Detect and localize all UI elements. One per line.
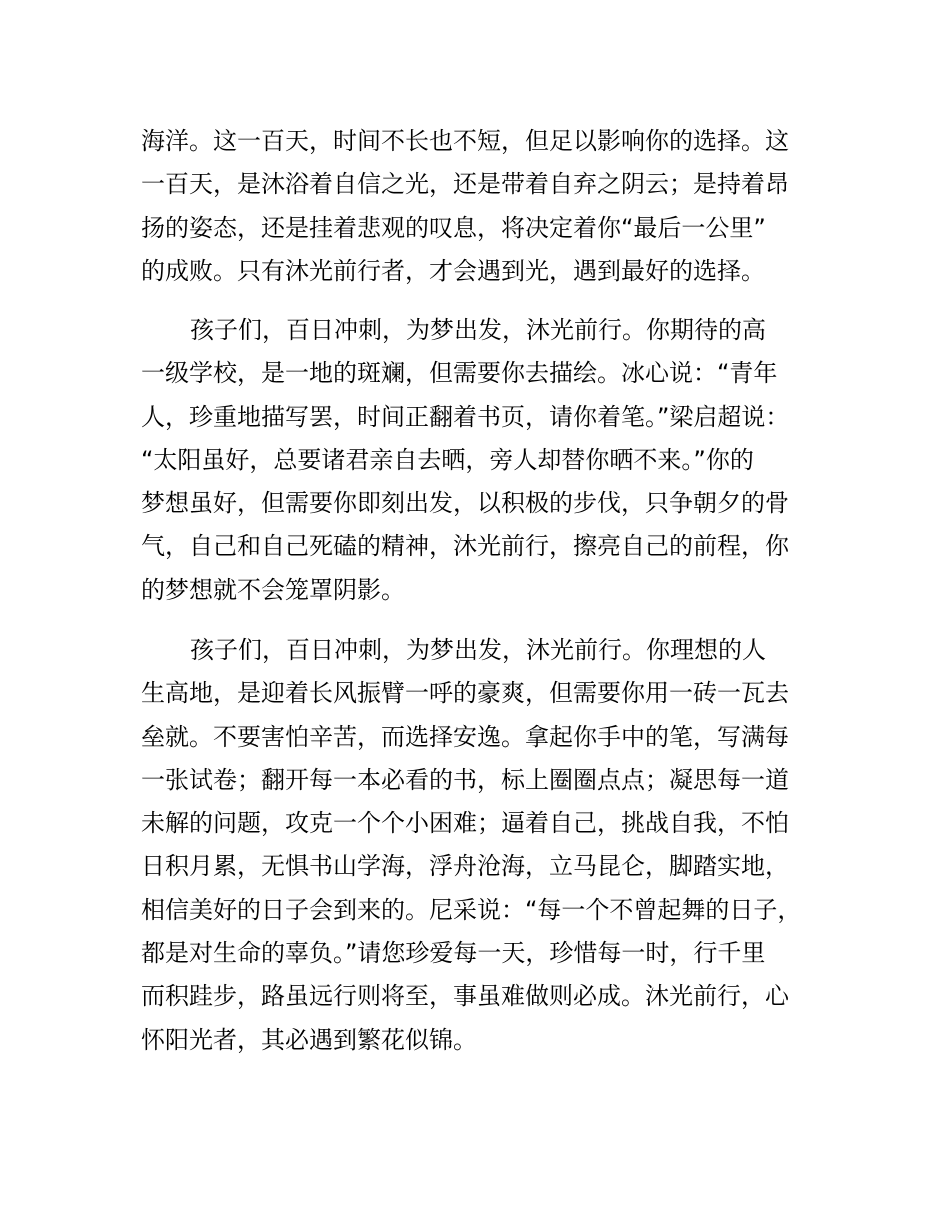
paragraph-3 xyxy=(141,629,831,1062)
paragraph-line: 日积月累，无惧书山学海，浮舟沧海，立马昆仑，脚踏实地， xyxy=(141,852,789,881)
paragraph-line: 生高地，是迎着长风振臂一呼的豪爽，但需要你用一砖一瓦去 xyxy=(141,679,789,708)
paragraph-line: 而积跬步，路虽远行则将至，事虽难做则必成。沐光前行，心 xyxy=(141,982,789,1011)
paragraph-line: 的成败。只有沐光前行者，才会遇到光，遇到最好的选择。 xyxy=(141,256,765,285)
paragraph-line: 孩子们，百日冲刺，为梦出发，沐光前行。你期待的高 xyxy=(190,316,766,344)
paragraph-line: 都是对生命的辜负。”请您珍爱每一天，珍惜每一时，行千里 xyxy=(141,939,766,968)
paragraph-line: 一级学校，是一地的斑斓，但需要你去描绘。冰心说：“青年 xyxy=(141,359,778,388)
paragraph-line: 人，珍重地描写罢，时间正翻着书页，请你着笔。”梁启超说： xyxy=(141,402,790,431)
paragraph-line: “太阳虽好，总要诸君亲自去晒，旁人却替你晒不来。”你的 xyxy=(141,445,754,474)
paragraph-line: 孩子们，百日冲刺，为梦出发，沐光前行。你理想的人 xyxy=(190,636,766,664)
paragraph-line: 气，自己和自己死磕的精神，沐光前行，擦亮自己的前程，你 xyxy=(141,532,789,561)
paragraph-line: 相信美好的日子会到来的。尼采说：“每一个不曾起舞的日子， xyxy=(141,895,802,924)
paragraph-line: 怀阳光者，其必遇到繁花似锦。 xyxy=(141,1025,477,1054)
paragraph-1 xyxy=(141,120,831,293)
paragraph-line: 垒就。不要害怕辛苦，而选择安逸。拿起你手中的笔，写满每 xyxy=(141,722,789,751)
paragraph-line: 一百天，是沐浴着自信之光，还是带着自弃之阴云；是持着昂 xyxy=(141,170,789,199)
paragraph-line: 梦想虽好，但需要你即刻出发，以积极的步伐，只争朝夕的骨 xyxy=(141,489,789,518)
paragraph-line: 的梦想就不会笼罩阴影。 xyxy=(141,575,405,604)
paragraph-line: 海洋。这一百天，时间不长也不短，但足以影响你的选择。这 xyxy=(141,127,789,155)
paragraph-line: 未解的问题，攻克一个个小困难；逼着自己，挑战自我，不怕 xyxy=(141,809,789,838)
paragraph-line: 一张试卷；翻开每一本必看的书，标上圈圈点点；凝思每一道 xyxy=(141,765,789,794)
paragraph-2 xyxy=(141,309,831,612)
paragraph-line: 扬的姿态，还是挂着悲观的叹息，将决定着你“最后一公里” xyxy=(141,213,766,242)
